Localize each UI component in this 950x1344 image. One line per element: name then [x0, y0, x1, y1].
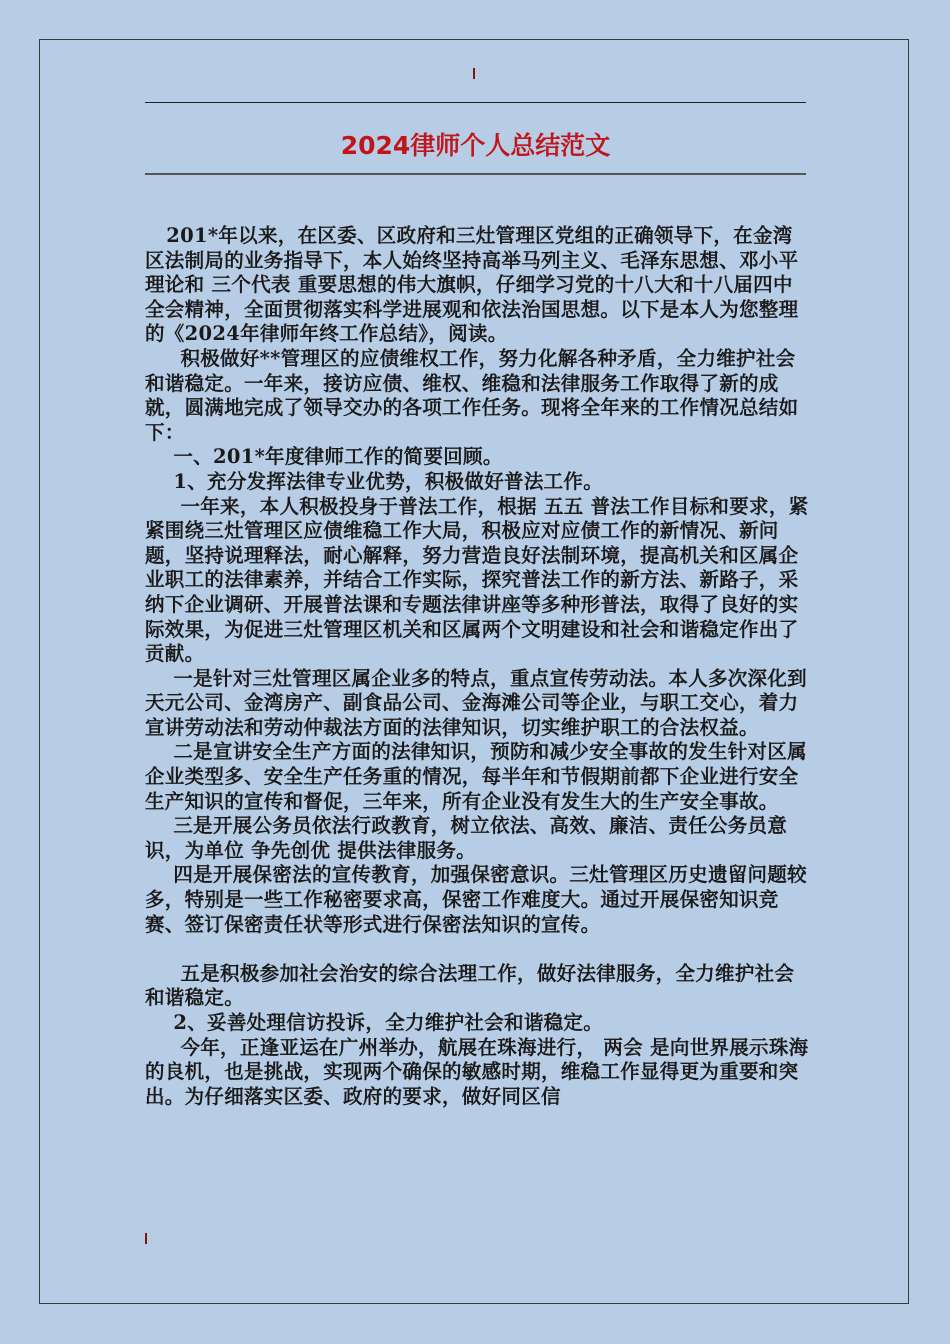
paragraph-point-two: 二是宣讲安全生产方面的法律知识，预防和减少安全事故的发生针对区属企业类型多、安全生产任务重的情况，每半年和节假期前都下企业进行安全生产知识的宣传和督促，三年来，所有企业没有发生大的生产安全事故。 [145, 740, 807, 813]
paragraph-intro: 201*年以来，在区委、区政府和三灶管理区党组的正确领导下，在金湾区法制局的业务指导下，本人始终坚持高举马列主义、毛泽东思想、邓小平理论和 三个代表 重要思想的伟大旗帜，仔细学习党的十八大和十八届四中全会精神，全面贯彻落实科学进展观和依法治国思想。以下是本人为您整理的《2024年律师年终工作总结》，阅读。 [145, 224, 799, 346]
paragraph-point-four: 四是开展保密法的宣传教育，加强保密意识。三灶管理区历史遗留问题较多，特别是一些工作秘密要求高，保密工作难度大。通过开展保密知识竞赛、签订保密责任状等形式进行保密法知识的宣传。 [145, 863, 807, 936]
heading-legal-education: 1、充分发挥法律专业优势，积极做好普法工作。 [145, 469, 604, 493]
blank-line [145, 937, 810, 962]
bottom-edit-mark [145, 1233, 147, 1244]
document-body [145, 224, 810, 1109]
document-title: 2024律师个人总结范文 [340, 131, 611, 160]
paragraph-point-one: 一是针对三灶管理区属企业多的特点，重点宣传劳动法。本人多次深化到天元公司、金湾房产、副食品公司、金海滩公司等企业，与职工交心，着力宣讲劳动法和劳动仲裁法方面的法律知识，切实维护职工的合法权益。 [145, 666, 807, 739]
heading-petitions: 2、妥善处理信访投诉，全力维护社会和谐稳定。 [145, 1011, 604, 1034]
top-edit-mark [473, 68, 475, 79]
paragraph-petitions: 今年，正逢亚运在广州举办，航展在珠海进行， 两会 是向世界展示珠海的良机，也是挑战，实现两个确保的敏感时期，维稳工作显得更为重要和突出。为仔细落实区委、政府的要求，做好同区信 [145, 1035, 809, 1108]
paragraph-point-five: 五是积极参加社会治安的综合法理工作，做好法律服务，全力维护社会和谐稳定。 [145, 961, 795, 1010]
title-underline [145, 173, 806, 175]
header-rule [145, 102, 806, 103]
paragraph-legal-education: 一年来，本人积极投身于普法工作，根据 五五 普法工作目标和要求，紧紧围绕三灶管理区应债维稳工作大局，积极应对应债工作的新情况、新问题，坚持说理释法，耐心解释，努力营造良好法制环境，提高机关和区属企业职工的法律素养，并结合工作实际，探究普法工作的新方法、新路子，采纳下企业调研、开展普法课和专题法律讲座等多种形普法，取得了良好的实际效果，为促进三灶管理区机关和区属两个文明建设和社会和谐稳定作出了贡献。 [145, 494, 809, 666]
paragraph-point-three: 三是开展公务员依法行政教育，树立依法、高效、廉洁、责任公务员意识，为单位 争先创优 提供法律服务。 [145, 814, 788, 862]
paragraph-overview: 积极做好**管理区的应债维权工作，努力化解各种矛盾，全力维护社会和谐稳定。一年来，接访应债、维权、维稳和法律服务工作取得了新的成就，圆满地完成了领导交办的各项工作任务。现将全年来的工作情况总结如下： [145, 346, 799, 444]
heading-review: 一、201*年度律师工作的简要回顾。 [145, 445, 503, 469]
